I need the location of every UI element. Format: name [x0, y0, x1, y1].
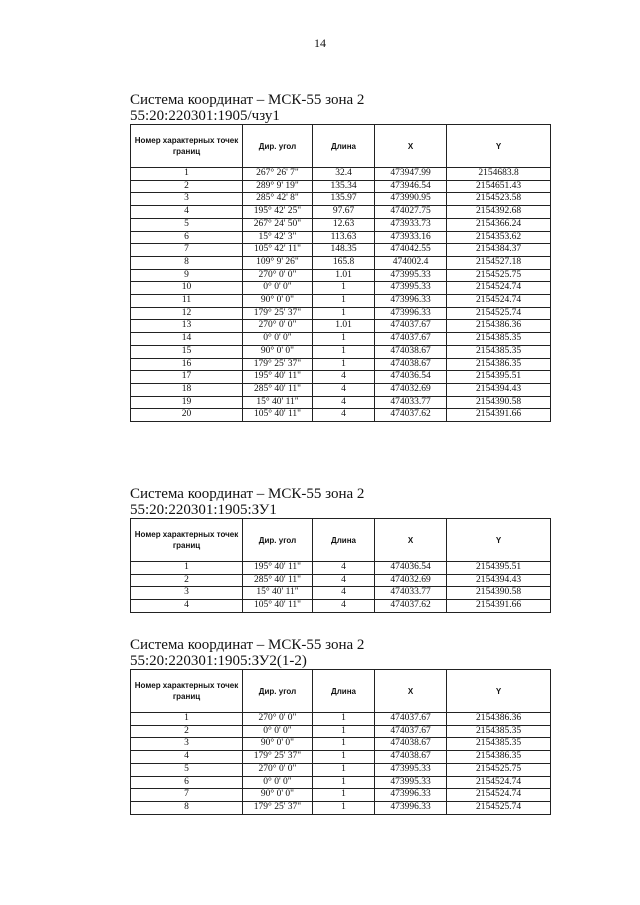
- cell-y: 2154366.24: [447, 218, 551, 231]
- cell-y: 2154386.36: [447, 320, 551, 333]
- cell-x: 473933.73: [375, 218, 447, 231]
- cell-length: 4: [313, 409, 375, 422]
- cell-direction-angle: 195° 42' 25": [243, 206, 313, 219]
- cell-length: 1: [313, 345, 375, 358]
- cell-x: 474037.67: [375, 333, 447, 346]
- section-title-system: Система координат – МСК-55 зона 2: [130, 637, 365, 653]
- table-header-row: [131, 125, 551, 168]
- cell-y: 2154385.35: [447, 725, 551, 738]
- table-row: [131, 307, 551, 320]
- coordinate-section: [130, 637, 550, 815]
- header-length: Длина: [313, 670, 375, 713]
- cell-x: 474037.67: [375, 713, 447, 726]
- cell-point-number: 13: [131, 320, 243, 333]
- cell-x: 474037.62: [375, 409, 447, 422]
- header-x: X: [375, 519, 447, 562]
- cell-x: 473933.16: [375, 231, 447, 244]
- cell-length: 1.01: [313, 269, 375, 282]
- cell-direction-angle: 179° 25' 37": [243, 751, 313, 764]
- table-row: [131, 409, 551, 422]
- table-header-row: [131, 519, 551, 562]
- table-row: [131, 789, 551, 802]
- cell-direction-angle: 15° 40' 11": [243, 396, 313, 409]
- cell-direction-angle: 270° 0' 0": [243, 713, 313, 726]
- cell-y: 2154386.35: [447, 358, 551, 371]
- cell-y: 2154525.74: [447, 307, 551, 320]
- header-y: Y: [447, 519, 551, 562]
- table-row: [131, 244, 551, 257]
- cell-direction-angle: 195° 40' 11": [243, 562, 313, 575]
- cell-y: 2154524.74: [447, 295, 551, 308]
- cell-length: 97.67: [313, 206, 375, 219]
- cell-x: 473995.33: [375, 269, 447, 282]
- header-direction-angle: Дир. угол: [243, 670, 313, 713]
- table-row: [131, 358, 551, 371]
- cell-point-number: 6: [131, 231, 243, 244]
- table-row: [131, 333, 551, 346]
- coordinates-table: [130, 518, 551, 613]
- table-row: [131, 168, 551, 181]
- cell-y: 2154527.18: [447, 256, 551, 269]
- cell-point-number: 1: [131, 713, 243, 726]
- cell-point-number: 3: [131, 193, 243, 206]
- cell-direction-angle: 270° 0' 0": [243, 763, 313, 776]
- cell-direction-angle: 195° 40' 11": [243, 371, 313, 384]
- cell-y: 2154385.35: [447, 738, 551, 751]
- cell-y: 2154394.43: [447, 574, 551, 587]
- table-row: [131, 763, 551, 776]
- cell-y: 2154392.68: [447, 206, 551, 219]
- cell-length: 4: [313, 587, 375, 600]
- cell-point-number: 20: [131, 409, 243, 422]
- section-title-cadastral: 55:20:220301:1905/чзу1: [130, 108, 280, 124]
- coordinate-section: [130, 486, 550, 613]
- cell-direction-angle: 105° 42' 11": [243, 244, 313, 257]
- cell-x: 474038.67: [375, 358, 447, 371]
- cell-length: 1: [313, 307, 375, 320]
- cell-length: 135.34: [313, 180, 375, 193]
- table-row: [131, 776, 551, 789]
- cell-point-number: 7: [131, 789, 243, 802]
- cell-x: 474036.54: [375, 371, 447, 384]
- table-row: [131, 396, 551, 409]
- cell-length: 4: [313, 574, 375, 587]
- cell-x: 474033.77: [375, 396, 447, 409]
- section-title-system: Система координат – МСК-55 зона 2: [130, 92, 365, 108]
- table-row: [131, 218, 551, 231]
- cell-y: 2154391.66: [447, 600, 551, 613]
- cell-y: 2154524.74: [447, 282, 551, 295]
- cell-point-number: 19: [131, 396, 243, 409]
- cell-x: 473947.99: [375, 168, 447, 181]
- cell-y: 2154395.51: [447, 562, 551, 575]
- cell-x: 474038.67: [375, 345, 447, 358]
- cell-direction-angle: 179° 25' 37": [243, 307, 313, 320]
- cell-direction-angle: 267° 26' 7": [243, 168, 313, 181]
- coordinates-table: [130, 669, 551, 815]
- cell-y: 2154390.58: [447, 396, 551, 409]
- table-body: [131, 168, 551, 422]
- header-length: Длина: [313, 519, 375, 562]
- table-row: [131, 600, 551, 613]
- cell-point-number: 11: [131, 295, 243, 308]
- cell-x: 473996.33: [375, 295, 447, 308]
- cell-point-number: 12: [131, 307, 243, 320]
- cell-length: 1: [313, 801, 375, 814]
- cell-direction-angle: 15° 40' 11": [243, 587, 313, 600]
- table-row: [131, 295, 551, 308]
- header-x: X: [375, 670, 447, 713]
- cell-direction-angle: 109° 9' 26": [243, 256, 313, 269]
- header-y: Y: [447, 125, 551, 168]
- cell-y: 2154385.35: [447, 345, 551, 358]
- cell-length: 1: [313, 763, 375, 776]
- cell-x: 473996.33: [375, 801, 447, 814]
- cell-y: 2154524.74: [447, 776, 551, 789]
- cell-y: 2154386.36: [447, 713, 551, 726]
- cell-direction-angle: 267° 24' 50": [243, 218, 313, 231]
- cell-x: 474042.55: [375, 244, 447, 257]
- section-title-system: Система координат – МСК-55 зона 2: [130, 486, 365, 502]
- table-row: [131, 751, 551, 764]
- cell-direction-angle: 105° 40' 11": [243, 600, 313, 613]
- cell-y: 2154525.74: [447, 801, 551, 814]
- cell-y: 2154386.35: [447, 751, 551, 764]
- cell-direction-angle: 0° 0' 0": [243, 725, 313, 738]
- table-row: [131, 180, 551, 193]
- table-row: [131, 282, 551, 295]
- section-title-cadastral: 55:20:220301:1905:ЗУ2(1-2): [130, 653, 307, 669]
- cell-y: 2154651.43: [447, 180, 551, 193]
- cell-point-number: 2: [131, 574, 243, 587]
- cell-x: 473996.33: [375, 789, 447, 802]
- cell-length: 148.35: [313, 244, 375, 257]
- table-row: [131, 193, 551, 206]
- coordinate-section: [130, 92, 550, 422]
- cell-direction-angle: 90° 0' 0": [243, 295, 313, 308]
- cell-y: 2154395.51: [447, 371, 551, 384]
- cell-length: 1: [313, 282, 375, 295]
- cell-length: 32.4: [313, 168, 375, 181]
- table-row: [131, 587, 551, 600]
- cell-point-number: 4: [131, 206, 243, 219]
- cell-point-number: 2: [131, 725, 243, 738]
- cell-x: 473996.33: [375, 307, 447, 320]
- cell-x: 474036.54: [375, 562, 447, 575]
- table-row: [131, 269, 551, 282]
- cell-point-number: 15: [131, 345, 243, 358]
- cell-length: 1: [313, 725, 375, 738]
- table-row: [131, 738, 551, 751]
- cell-length: 1: [313, 333, 375, 346]
- cell-direction-angle: 285° 40' 11": [243, 574, 313, 587]
- cell-point-number: 3: [131, 738, 243, 751]
- cell-length: 1: [313, 713, 375, 726]
- cell-x: 474038.67: [375, 738, 447, 751]
- table-body: [131, 713, 551, 815]
- cell-length: 1: [313, 789, 375, 802]
- cell-direction-angle: 285° 42' 8": [243, 193, 313, 206]
- table-header-row: [131, 670, 551, 713]
- cell-point-number: 1: [131, 168, 243, 181]
- cell-x: 474033.77: [375, 587, 447, 600]
- header-x: X: [375, 125, 447, 168]
- cell-y: 2154394.43: [447, 383, 551, 396]
- cell-length: 165.8: [313, 256, 375, 269]
- cell-direction-angle: 15° 42' 3": [243, 231, 313, 244]
- cell-point-number: 16: [131, 358, 243, 371]
- cell-direction-angle: 90° 0' 0": [243, 738, 313, 751]
- table-row: [131, 256, 551, 269]
- cell-point-number: 14: [131, 333, 243, 346]
- section-title-cadastral: 55:20:220301:1905:ЗУ1: [130, 502, 277, 518]
- header-point-number: Номер характерных точек границ: [131, 125, 243, 168]
- cell-x: 473995.33: [375, 776, 447, 789]
- cell-x: 474037.62: [375, 600, 447, 613]
- header-length: Длина: [313, 125, 375, 168]
- cell-length: 4: [313, 396, 375, 409]
- cell-direction-angle: 0° 0' 0": [243, 776, 313, 789]
- cell-length: 4: [313, 600, 375, 613]
- cell-x: 474038.67: [375, 751, 447, 764]
- cell-point-number: 5: [131, 218, 243, 231]
- cell-y: 2154353.62: [447, 231, 551, 244]
- cell-direction-angle: 90° 0' 0": [243, 789, 313, 802]
- cell-direction-angle: 270° 0' 0": [243, 269, 313, 282]
- cell-x: 474002.4: [375, 256, 447, 269]
- cell-length: 1: [313, 751, 375, 764]
- cell-point-number: 4: [131, 600, 243, 613]
- page-number: 14: [314, 36, 326, 50]
- table-row: [131, 383, 551, 396]
- cell-y: 2154525.75: [447, 269, 551, 282]
- cell-x: 474027.75: [375, 206, 447, 219]
- coordinates-table: [130, 124, 551, 422]
- cell-point-number: 17: [131, 371, 243, 384]
- cell-x: 474032.69: [375, 574, 447, 587]
- cell-length: 1: [313, 776, 375, 789]
- table-row: [131, 574, 551, 587]
- cell-x: 474037.67: [375, 320, 447, 333]
- table-row: [131, 231, 551, 244]
- cell-y: 2154390.58: [447, 587, 551, 600]
- table-row: [131, 713, 551, 726]
- cell-x: 473946.54: [375, 180, 447, 193]
- table-body: [131, 562, 551, 613]
- cell-direction-angle: 179° 25' 37": [243, 801, 313, 814]
- header-direction-angle: Дир. угол: [243, 519, 313, 562]
- table-row: [131, 345, 551, 358]
- cell-length: 4: [313, 371, 375, 384]
- cell-length: 12.63: [313, 218, 375, 231]
- table-row: [131, 206, 551, 219]
- table-row: [131, 801, 551, 814]
- cell-y: 2154683.8: [447, 168, 551, 181]
- cell-direction-angle: 0° 0' 0": [243, 333, 313, 346]
- cell-length: 1: [313, 295, 375, 308]
- cell-direction-angle: 285° 40' 11": [243, 383, 313, 396]
- cell-point-number: 8: [131, 256, 243, 269]
- cell-length: 1: [313, 358, 375, 371]
- cell-x: 474032.69: [375, 383, 447, 396]
- header-y: Y: [447, 670, 551, 713]
- table-row: [131, 371, 551, 384]
- cell-y: 2154525.75: [447, 763, 551, 776]
- header-direction-angle: Дир. угол: [243, 125, 313, 168]
- cell-point-number: 7: [131, 244, 243, 257]
- cell-point-number: 9: [131, 269, 243, 282]
- cell-y: 2154523.58: [447, 193, 551, 206]
- cell-y: 2154524.74: [447, 789, 551, 802]
- cell-length: 1: [313, 738, 375, 751]
- cell-x: 473995.33: [375, 282, 447, 295]
- cell-length: 135.97: [313, 193, 375, 206]
- cell-y: 2154384.37: [447, 244, 551, 257]
- cell-point-number: 8: [131, 801, 243, 814]
- table-row: [131, 562, 551, 575]
- cell-length: 4: [313, 562, 375, 575]
- cell-length: 1.01: [313, 320, 375, 333]
- cell-point-number: 5: [131, 763, 243, 776]
- cell-point-number: 4: [131, 751, 243, 764]
- cell-length: 4: [313, 383, 375, 396]
- cell-direction-angle: 105° 40' 11": [243, 409, 313, 422]
- cell-y: 2154385.35: [447, 333, 551, 346]
- cell-point-number: 6: [131, 776, 243, 789]
- cell-direction-angle: 0° 0' 0": [243, 282, 313, 295]
- header-point-number: Номер характерных точек границ: [131, 670, 243, 713]
- cell-point-number: 3: [131, 587, 243, 600]
- cell-direction-angle: 270° 0' 0": [243, 320, 313, 333]
- header-point-number: Номер характерных точек границ: [131, 519, 243, 562]
- table-row: [131, 320, 551, 333]
- cell-length: 113.63: [313, 231, 375, 244]
- cell-y: 2154391.66: [447, 409, 551, 422]
- cell-direction-angle: 289° 9' 19": [243, 180, 313, 193]
- cell-x: 473995.33: [375, 763, 447, 776]
- cell-direction-angle: 90° 0' 0": [243, 345, 313, 358]
- table-row: [131, 725, 551, 738]
- cell-direction-angle: 179° 25' 37": [243, 358, 313, 371]
- cell-point-number: 1: [131, 562, 243, 575]
- cell-point-number: 18: [131, 383, 243, 396]
- cell-point-number: 10: [131, 282, 243, 295]
- cell-x: 474037.67: [375, 725, 447, 738]
- cell-point-number: 2: [131, 180, 243, 193]
- cell-x: 473990.95: [375, 193, 447, 206]
